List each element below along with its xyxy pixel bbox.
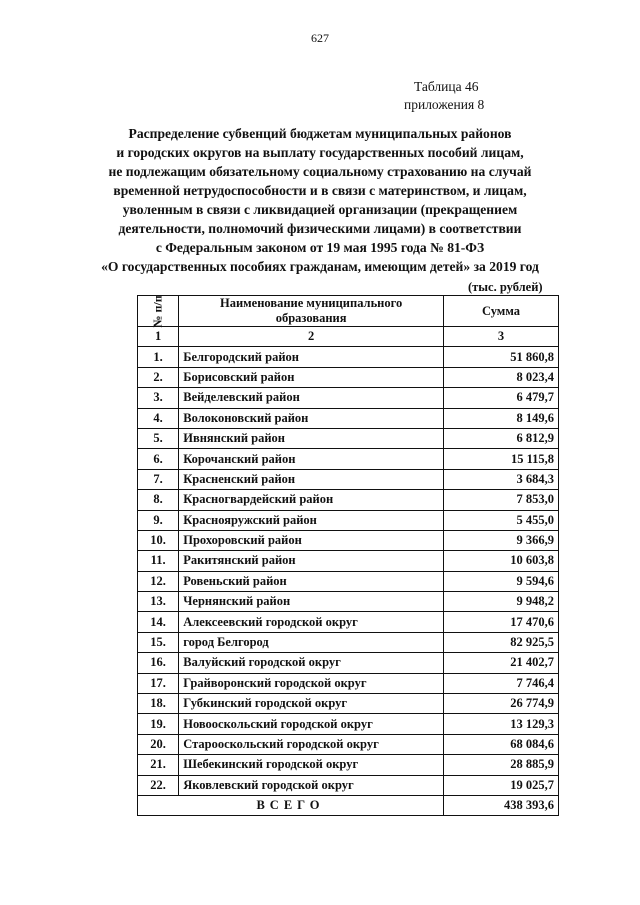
row-name: Борисовский район (179, 367, 444, 387)
row-number: 15. (138, 632, 179, 652)
row-sum: 51 860,8 (444, 347, 559, 367)
row-sum: 6 479,7 (444, 388, 559, 408)
row-sum: 19 025,7 (444, 775, 559, 795)
row-sum: 28 885,9 (444, 755, 559, 775)
table-header-row (138, 296, 559, 327)
column-index-row (138, 327, 559, 347)
column-index: 1 (138, 327, 179, 347)
row-name: Ивнянский район (179, 428, 444, 448)
row-name: Чернянский район (179, 592, 444, 612)
table-row (138, 755, 559, 775)
row-name: Белгородский район (179, 347, 444, 367)
row-name: Красногвардейский район (179, 490, 444, 510)
document-title (60, 124, 580, 276)
title-line: «О государственных пособиях гражданам, имеющим детей» за 2019 год (101, 259, 539, 274)
title-line: и городских округов на выплату государственных пособий лицам, (116, 145, 524, 160)
row-sum: 15 115,8 (444, 449, 559, 469)
table-row (138, 469, 559, 489)
table-row (138, 694, 559, 714)
units-label: (тыс. рублей) (468, 280, 543, 294)
row-number: 14. (138, 612, 179, 632)
table-row (138, 653, 559, 673)
row-number: 4. (138, 408, 179, 428)
header-sum: Сумма (444, 296, 559, 327)
title-line: деятельности, полномочий физическими лицами) в соответствии (118, 221, 522, 236)
table-row (138, 734, 559, 754)
row-sum: 21 402,7 (444, 653, 559, 673)
row-name: Волоконовский район (179, 408, 444, 428)
row-sum: 7 853,0 (444, 490, 559, 510)
total-row (138, 795, 559, 815)
row-name: Новооскольский городской округ (179, 714, 444, 734)
row-number: 20. (138, 734, 179, 754)
table-reference (404, 78, 484, 114)
row-number: 13. (138, 592, 179, 612)
total-label: ВСЕГО (138, 795, 444, 815)
row-number: 12. (138, 571, 179, 591)
row-number: 9. (138, 510, 179, 530)
row-name: Прохоровский район (179, 530, 444, 550)
row-number: 22. (138, 775, 179, 795)
row-sum: 8 023,4 (444, 367, 559, 387)
row-sum: 7 746,4 (444, 673, 559, 693)
title-line: с Федеральным законом от 19 мая 1995 года № 81-ФЗ (155, 240, 485, 255)
row-sum: 26 774,9 (444, 694, 559, 714)
table-row (138, 530, 559, 550)
table-row (138, 347, 559, 367)
table-row (138, 612, 559, 632)
row-name: Корочанский район (179, 449, 444, 469)
table-row (138, 551, 559, 571)
table-row (138, 571, 559, 591)
row-number: 3. (138, 388, 179, 408)
row-number: 18. (138, 694, 179, 714)
row-sum: 9 366,9 (444, 530, 559, 550)
title-line: не подлежащим обязательному социальному страхованию на случай (108, 164, 532, 179)
row-sum: 9 948,2 (444, 592, 559, 612)
row-name: Вейделевский район (179, 388, 444, 408)
row-name: Старооскольский городской округ (179, 734, 444, 754)
column-index: 2 (179, 327, 444, 347)
row-name: Ракитянский район (179, 551, 444, 571)
row-number: 6. (138, 449, 179, 469)
row-name: Губкинский городской округ (179, 694, 444, 714)
table-row (138, 408, 559, 428)
title-line: Распределение субвенций бюджетам муниципальных районов (128, 126, 512, 141)
table-row (138, 367, 559, 387)
row-sum: 10 603,8 (444, 551, 559, 571)
table-row (138, 449, 559, 469)
row-number: 11. (138, 551, 179, 571)
title-line: временной нетрудоспособности и в связи с материнством, и лицам, (113, 183, 527, 198)
page-number: 627 (311, 31, 329, 45)
row-name: город Белгород (179, 632, 444, 652)
row-name: Грайворонский городской округ (179, 673, 444, 693)
column-index: 3 (444, 327, 559, 347)
header-number-label: № п/п (150, 294, 165, 328)
row-sum: 5 455,0 (444, 510, 559, 530)
row-name: Алексеевский городской округ (179, 612, 444, 632)
row-number: 8. (138, 490, 179, 510)
row-sum: 9 594,6 (444, 571, 559, 591)
table-number: Таблица 46 (414, 79, 479, 94)
row-number: 7. (138, 469, 179, 489)
row-sum: 8 149,6 (444, 408, 559, 428)
row-number: 10. (138, 530, 179, 550)
table-row (138, 714, 559, 734)
appendix-number: приложения 8 (404, 97, 485, 112)
row-name: Красненский район (179, 469, 444, 489)
row-sum: 6 812,9 (444, 428, 559, 448)
row-name: Шебекинский городской округ (179, 755, 444, 775)
header-name: Наименование муниципального образования (179, 296, 444, 327)
subventions-table (137, 295, 559, 816)
row-sum: 13 129,3 (444, 714, 559, 734)
row-number: 19. (138, 714, 179, 734)
row-name: Валуйский городской округ (179, 653, 444, 673)
table-row (138, 775, 559, 795)
row-number: 21. (138, 755, 179, 775)
total-sum: 438 393,6 (444, 795, 559, 815)
row-name: Краснояружский район (179, 510, 444, 530)
row-number: 17. (138, 673, 179, 693)
row-name: Ровеньский район (179, 571, 444, 591)
row-sum: 17 470,6 (444, 612, 559, 632)
row-number: 1. (138, 347, 179, 367)
row-name: Яковлевский городской округ (179, 775, 444, 795)
table-row (138, 592, 559, 612)
row-number: 2. (138, 367, 179, 387)
row-number: 16. (138, 653, 179, 673)
row-sum: 68 084,6 (444, 734, 559, 754)
row-number: 5. (138, 428, 179, 448)
row-sum: 3 684,3 (444, 469, 559, 489)
table-row (138, 673, 559, 693)
header-number (138, 296, 179, 327)
row-sum: 82 925,5 (444, 632, 559, 652)
table-row (138, 490, 559, 510)
title-line: уволенным в связи с ликвидацией организации (прекращением (122, 202, 518, 217)
table-row (138, 388, 559, 408)
table-row (138, 510, 559, 530)
table-row (138, 632, 559, 652)
table-row (138, 428, 559, 448)
